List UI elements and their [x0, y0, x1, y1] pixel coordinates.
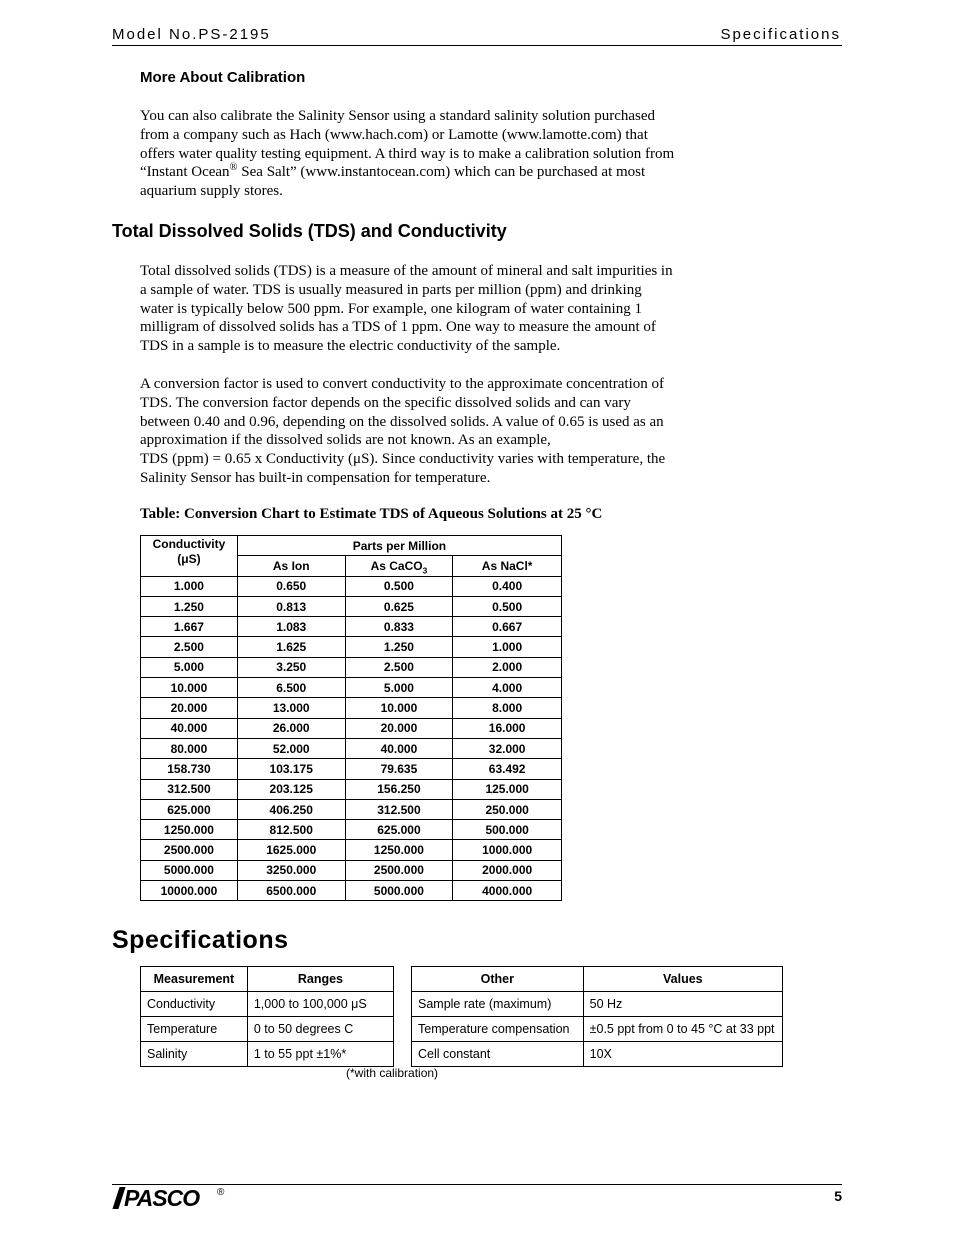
other-values-row [412, 1042, 783, 1067]
specifications-heading: Specifications [112, 926, 289, 954]
table-cell: Temperature compensation [412, 1017, 584, 1042]
table-cell: 20.000 [141, 698, 238, 718]
table-cell: 0.625 [345, 596, 453, 616]
table-cell: 2000.000 [453, 860, 562, 880]
table-cell: 5.000 [141, 657, 238, 677]
table-cell: 2.500 [345, 657, 453, 677]
conversion-table-row [141, 779, 562, 799]
col-measurement-header: Measurement [141, 967, 248, 992]
col-caco3-label: As CaCO [370, 558, 423, 573]
table-cell: 103.175 [237, 759, 345, 779]
table-cell: 6500.000 [237, 881, 345, 901]
conversion-table-row [141, 657, 562, 677]
conversion-table-row [141, 718, 562, 738]
table-cell: 10.000 [345, 698, 453, 718]
conversion-table-row [141, 738, 562, 758]
table-cell: 1.000 [453, 637, 562, 657]
table-cell: 52.000 [237, 738, 345, 758]
table-cell: 203.125 [237, 779, 345, 799]
table-cell: 500.000 [453, 820, 562, 840]
col-conductivity-header [141, 536, 238, 577]
conversion-table-row [141, 840, 562, 860]
table-cell: 3.250 [237, 657, 345, 677]
tds-paragraph-1: Total dissolved solids (TDS) is a measure of the amount of mineral and salt impurities in a sample of water. TDS is usually measured in parts per million (ppm) and drinking water is typically below 500 ppm. For example, one kilogram of water containing 1 milligram of dissolved solids has a TDS of 1 ppm. One way to measure the amount of TDS in a sample is to measure the electric conductivity of the sample. [140, 263, 673, 355]
table-cell: 625.000 [141, 799, 238, 819]
calibration-footnote: (*with calibration) [346, 1066, 439, 1080]
table-cell: 125.000 [453, 779, 562, 799]
conversion-table-row [141, 637, 562, 657]
table-cell: 63.492 [453, 759, 562, 779]
table-cell: 1.250 [345, 637, 453, 657]
conversion-table-row [141, 799, 562, 819]
table-cell: 1625.000 [237, 840, 345, 860]
table-cell: 406.250 [237, 799, 345, 819]
table-cell: 79.635 [345, 759, 453, 779]
conversion-table-body [141, 576, 562, 901]
table-cell: 1.250 [141, 596, 238, 616]
table-cell: 1250.000 [345, 840, 453, 860]
tds-paragraph-2b: TDS (ppm) = 0.65 x Conductivity (μS). Since conductivity varies with temperature, the Salinity Sensor has built-in compensation for temperature. [140, 451, 666, 486]
measurement-row [141, 1017, 394, 1042]
table-cell: 80.000 [141, 738, 238, 758]
conversion-table-row [141, 678, 562, 698]
table-cell: 312.500 [141, 779, 238, 799]
header-rule [112, 45, 842, 46]
col-caco3-subscript: 3 [422, 565, 428, 576]
other-values-body [412, 992, 783, 1067]
table-cell: 1.667 [141, 617, 238, 637]
table-cell: 10X [583, 1042, 782, 1067]
conversion-table-row [141, 617, 562, 637]
table-cell: 156.250 [345, 779, 453, 799]
table-cell: 8.000 [453, 698, 562, 718]
table-cell: 1 to 55 ppt ±1%* [247, 1042, 393, 1067]
registered-mark: ® [229, 162, 238, 174]
conversion-table-row [141, 698, 562, 718]
table-cell: Temperature [141, 1017, 248, 1042]
calibration-text-2: Sea Salt” (www.instantocean.com) which can be purchased at most aquarium supply stores. [140, 164, 646, 200]
col-other-header: Other [412, 967, 584, 992]
table-cell: 0.500 [345, 576, 453, 596]
col-ppm-header: Parts per Million [237, 536, 561, 556]
table-cell: 2.000 [453, 657, 562, 677]
table-cell: 0.650 [237, 576, 345, 596]
table-cell: 6.500 [237, 678, 345, 698]
calibration-heading: More About Calibration [140, 69, 306, 86]
table-cell: 5000.000 [141, 860, 238, 880]
table-cell: 0.400 [453, 576, 562, 596]
table-cell: 1.083 [237, 617, 345, 637]
conversion-table-caption: Table: Conversion Chart to Estimate TDS of Aqueous Solutions at 25 °C [140, 506, 603, 522]
tds-paragraph-2 [140, 375, 675, 488]
measurement-row [141, 992, 394, 1017]
table-cell: 625.000 [345, 820, 453, 840]
col-nacl-header: As NaCl* [453, 556, 562, 576]
table-cell: 32.000 [453, 738, 562, 758]
table-cell: 4.000 [453, 678, 562, 698]
tds-heading: Total Dissolved Solids (TDS) and Conductivity [112, 221, 507, 241]
table-cell: 250.000 [453, 799, 562, 819]
table-cell: 0.500 [453, 596, 562, 616]
table-cell: 3250.000 [237, 860, 345, 880]
col-conductivity-unit: (μS) [177, 552, 201, 566]
table-cell: 13.000 [237, 698, 345, 718]
conversion-table-row [141, 860, 562, 880]
table-cell: 0.833 [345, 617, 453, 637]
col-ion-header: As Ion [237, 556, 345, 576]
table-cell: 26.000 [237, 718, 345, 738]
table-cell: 312.500 [345, 799, 453, 819]
conversion-table-row [141, 596, 562, 616]
table-cell: 812.500 [237, 820, 345, 840]
other-values-row [412, 1017, 783, 1042]
pasco-logo [114, 1186, 210, 1210]
table-cell: 1000.000 [453, 840, 562, 860]
tds-paragraph-2a: A conversion factor is used to convert conductivity to the approximate concentration of TDS. The conversion factor depends on the specific dissolved solids and can vary between 0.40 and 0.96, depending on the dissolved solids. A value of 0.65 is used as an approximation if the dissolved solids are not known. As an example, [140, 376, 665, 449]
table-cell: 158.730 [141, 759, 238, 779]
table-cell: Cell constant [412, 1042, 584, 1067]
running-header-section: Specifications [720, 26, 841, 43]
measurement-row [141, 1042, 394, 1067]
table-cell: ±0.5 ppt from 0 to 45 °C at 33 ppt [583, 1017, 782, 1042]
measurement-ranges-table [140, 966, 394, 1067]
other-values-table [411, 966, 783, 1067]
conversion-table-row [141, 576, 562, 596]
table-cell: 2500.000 [141, 840, 238, 860]
table-cell: 5.000 [345, 678, 453, 698]
table-cell: 20.000 [345, 718, 453, 738]
table-cell: 5000.000 [345, 881, 453, 901]
conversion-table-row [141, 881, 562, 901]
calibration-paragraph [140, 107, 675, 201]
table-cell: 40.000 [141, 718, 238, 738]
table-cell: 10.000 [141, 678, 238, 698]
table-cell: 0 to 50 degrees C [247, 1017, 393, 1042]
col-values-header: Values [583, 967, 782, 992]
table-cell: 1.000 [141, 576, 238, 596]
footer-rule [112, 1184, 842, 1185]
other-values-row [412, 992, 783, 1017]
table-cell: 2.500 [141, 637, 238, 657]
col-conductivity-label: Conductivity [152, 537, 226, 551]
conversion-table-row [141, 759, 562, 779]
table-cell: 10000.000 [141, 881, 238, 901]
conversion-table-row [141, 820, 562, 840]
calibration-text-1: You can also calibrate the Salinity Sensor using a standard salinity solution purchased from a company such as Hach (www.hach.com) or Lamotte (www.lamotte.com) that offers water quality testing equipment. A third way is to make a calibration solution from “Instant Ocean [140, 108, 675, 181]
table-cell: 16.000 [453, 718, 562, 738]
table-cell: 1250.000 [141, 820, 238, 840]
logo-text: PASCO [124, 1185, 200, 1211]
conversion-table [140, 535, 562, 901]
table-cell: 4000.000 [453, 881, 562, 901]
table-cell: 2500.000 [345, 860, 453, 880]
table-cell: Salinity [141, 1042, 248, 1067]
logo-registered-mark: ® [217, 1187, 225, 1198]
table-cell: 1.625 [237, 637, 345, 657]
table-cell: 1,000 to 100,000 μS [247, 992, 393, 1017]
table-cell: Conductivity [141, 992, 248, 1017]
measurement-ranges-body [141, 992, 394, 1067]
table-cell: 0.667 [453, 617, 562, 637]
table-cell: Sample rate (maximum) [412, 992, 584, 1017]
col-caco3-header [345, 556, 453, 576]
running-header-model: Model No.PS-2195 [112, 26, 271, 43]
col-ranges-header: Ranges [247, 967, 393, 992]
table-cell: 50 Hz [583, 992, 782, 1017]
table-cell: 40.000 [345, 738, 453, 758]
page-number: 5 [834, 1188, 842, 1204]
table-cell: 0.813 [237, 596, 345, 616]
